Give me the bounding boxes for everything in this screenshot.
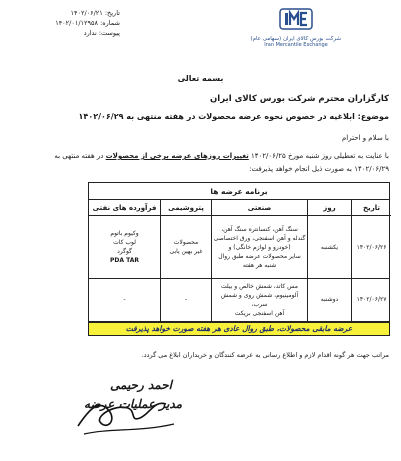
row1-petrochemical — [160, 216, 211, 278]
logo-text-fa: شرکت بورس کالای ایران (سهامی عام) — [250, 36, 341, 42]
row1-industrial-line: سنگ آهن، کنسانتره سنگ آهن، — [221, 225, 298, 233]
letter-attachment: پیوست: ندارد — [83, 29, 120, 37]
table-title: برنامه عرضه ها — [89, 183, 389, 200]
row1-industrial-line: شنبه هر هفته — [242, 261, 277, 269]
row2-date: ۱۴۰۲/۰۶/۲۷ — [351, 278, 391, 321]
besm-heading: بسمه تعالی — [177, 74, 224, 83]
intro-underlined: تغییرات روزهای عرضه برخی از محصولات — [105, 152, 249, 160]
intro-part1: با عنایت به تعطیلی روز شنبه مورخ ۱۴۰۲/۰۶/۲۵ — [251, 152, 389, 160]
row2-petrochemical: - — [160, 278, 211, 321]
closing-paragraph: مراتب جهت هر گونه اقدام لازم و اطلاع رسانی به عرضه کنندگان و خریداران ابلاغ می گردد. — [141, 351, 389, 359]
intro-paragraph — [12, 151, 389, 162]
row1-industrial-line: گندله و آهن اسفنجی، ورق اختصاصی — [213, 234, 306, 242]
row1-petrochemical-line: غیر بهین یابی — [169, 248, 203, 255]
header-day: روز — [307, 200, 351, 216]
table-note: عرضه مابقی محصولات، طبق روال عادی هر هفته صورت خواهد پذیرفت — [88, 322, 390, 336]
row2-industrial-line: آلومینیوم، شمش روی و شمش سرب، — [220, 291, 299, 308]
row1-day: یکشنبه — [307, 216, 351, 278]
intro-line2: ۱۴۰۲/۰۶/۲۹ به صورت ذیل انجام خواهد پذیرفت: — [249, 165, 389, 173]
row2-industrial-line: مس کاتد، شمش خالص و بیلت — [221, 282, 298, 290]
row1-petroleum-line: PDA TAR — [110, 257, 140, 264]
row1-petroleum-line: وکیوم باتوم — [110, 230, 139, 237]
header-petrochemical: پتروشیمی — [160, 200, 211, 216]
row1-petroleum — [89, 216, 160, 278]
logo-mark-icon — [279, 8, 313, 30]
company-logo — [251, 8, 341, 48]
row1-petroleum-line: لوب کات — [113, 239, 136, 246]
letter-date: تاریخ: ۱۴۰۲/۰۶/۲۱ — [70, 9, 120, 17]
subject: موضوع: ابلاغیه در خصوص نحوه عرضه محصولات در هفته منتهی به ۱۴۰۲/۰۶/۲۹ — [78, 112, 389, 121]
row1-petrochemical-line: محصولات — [173, 239, 199, 246]
row1-industrial — [211, 216, 307, 278]
signature-title: مدیر عملیات عرضه — [84, 397, 183, 411]
logo-text-en: Iran Mercantile Exchange — [264, 42, 328, 48]
row1-industrial-line: (خودرو و لوازم خانگی) و — [228, 243, 291, 251]
schedule-table — [88, 182, 390, 322]
signature-name: احمد رحیمی — [110, 378, 172, 392]
header-industrial: صنعتی — [211, 200, 307, 216]
row2-day: دوشنبه — [307, 278, 351, 321]
letter-meta — [10, 8, 120, 38]
letter-number: شماره: ۱۴۰۲/۰۱/۱۲۹۵۸ — [55, 19, 120, 27]
row1-industrial-line: سایر محصولات عرضه طبق روال — [218, 252, 301, 260]
row1-date: ۱۴۰۲/۰۶/۲۶ — [351, 216, 391, 278]
greeting: با سلام و احترام — [341, 134, 389, 142]
row2-industrial-line: آهن اسفنجی بریکت — [234, 309, 285, 317]
row2-petroleum: - — [123, 296, 126, 303]
header-date: تاریخ — [351, 200, 391, 216]
row2-industrial — [211, 278, 307, 321]
intro-part2: در هفته منتهی به — [54, 152, 104, 160]
header-petroleum: فرآورده های نفتی — [89, 200, 160, 216]
recipient: کارگزاران محترم شرکت بورس کالای ایران — [210, 94, 389, 104]
row1-petroleum-line: گوگرد — [117, 248, 132, 255]
